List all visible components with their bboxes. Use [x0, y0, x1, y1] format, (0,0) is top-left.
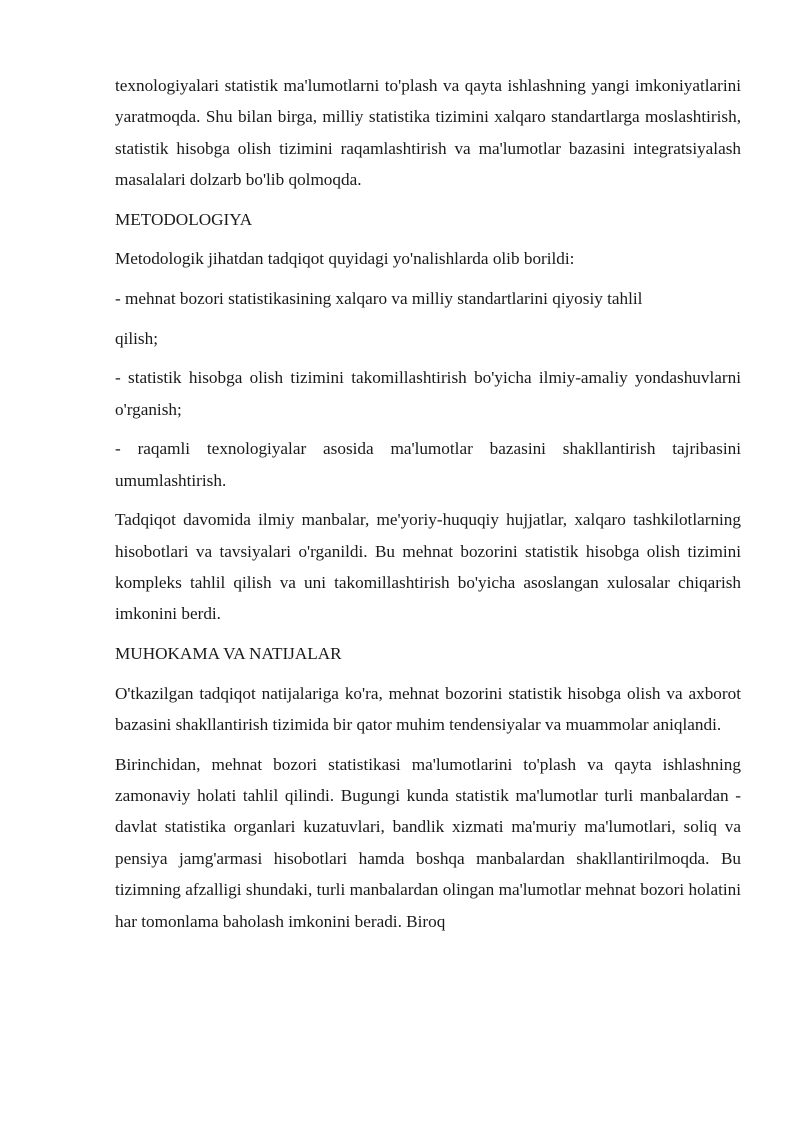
paragraph-discussion-intro: O'tkazilgan tadqiqot natijalariga ko'ra, mehnat bozorini statistik hisobga olish va axborot bazasini shakllantirish tizimida bir qator muhim tendensiyalar va muammolar aniqlandi. [115, 683, 741, 734]
section-heading-methodology: METODOLOGIYA [115, 209, 253, 229]
list-item-comparative-analysis: - mehnat bozori statistikasining xalqaro va milliy standartlarini qiyosiy tahlil [115, 289, 643, 308]
list-item-digital-database: - raqamli texnologiyalar asosida ma'lumotlar bazasini shakllantirish tajribasini umumlashtirish. [115, 439, 741, 490]
paragraph-methodology-sources: Tadqiqot davomida ilmiy manbalar, me'yoriy-huquqiy hujjatlar, xalqaro tashkilotlarning hisobotlari va tavsiyalari o'rganildi. Bu mehnat bozorini statistik hisobga olish tizimini kompleks tahlil qilish va uni takomillashtirish bo'yicha asoslangan xulosalar chiqarish imkonini berdi. [115, 510, 741, 624]
paragraph-discussion-first: Birinchidan, mehnat bozori statistikasi ma'lumotlarini to'plash va qayta ishlashning zamonaviy holati tahlil qilindi. Bugungi kunda statistik ma'lumotlar turli manbalardan - davlat statistika organlari kuzatuvlari, bandlik xizmati ma'muriy ma'lumotlari, soliq va pensiya jamg'armasi hisobotlari hamda boshqa manbalardan shakllantirilmoqda. Bu tizimning afzalligi shundaki, turli manbalardan olingan ma'lumotlar mehnat bozori holatini har tomonlama baholash imkonini beradi. Biroq [115, 754, 741, 931]
paragraph-intro-continuation: texnologiyalari statistik ma'lumotlarni to'plash va qayta ishlashning yangi imkoniyatlarini yaratmoqda. Shu bilan birga, milliy statistika tizimini xalqaro standartlarga moslashtirish, statistik hisobga olish tizimini raqamlashtirish va ma'lumotlar bazasini integratsiyalash masalalari dolzarb bo'lib qolmoqda. [115, 76, 741, 190]
section-heading-discussion: MUHOKAMA VA NATIJALAR [115, 644, 342, 663]
list-item-comparative-analysis-continuation: qilish; [115, 328, 158, 348]
list-item-improvement-approaches: - statistik hisobga olish tizimini takomillashtirish bo'yicha ilmiy-amaliy yondashuvlarni o'rganish; [115, 368, 741, 419]
paragraph-methodology-intro: Metodologik jihatdan tadqiqot quyidagi yo'nalishlarda olib borildi: [115, 249, 575, 269]
document-page [115, 70, 741, 945]
